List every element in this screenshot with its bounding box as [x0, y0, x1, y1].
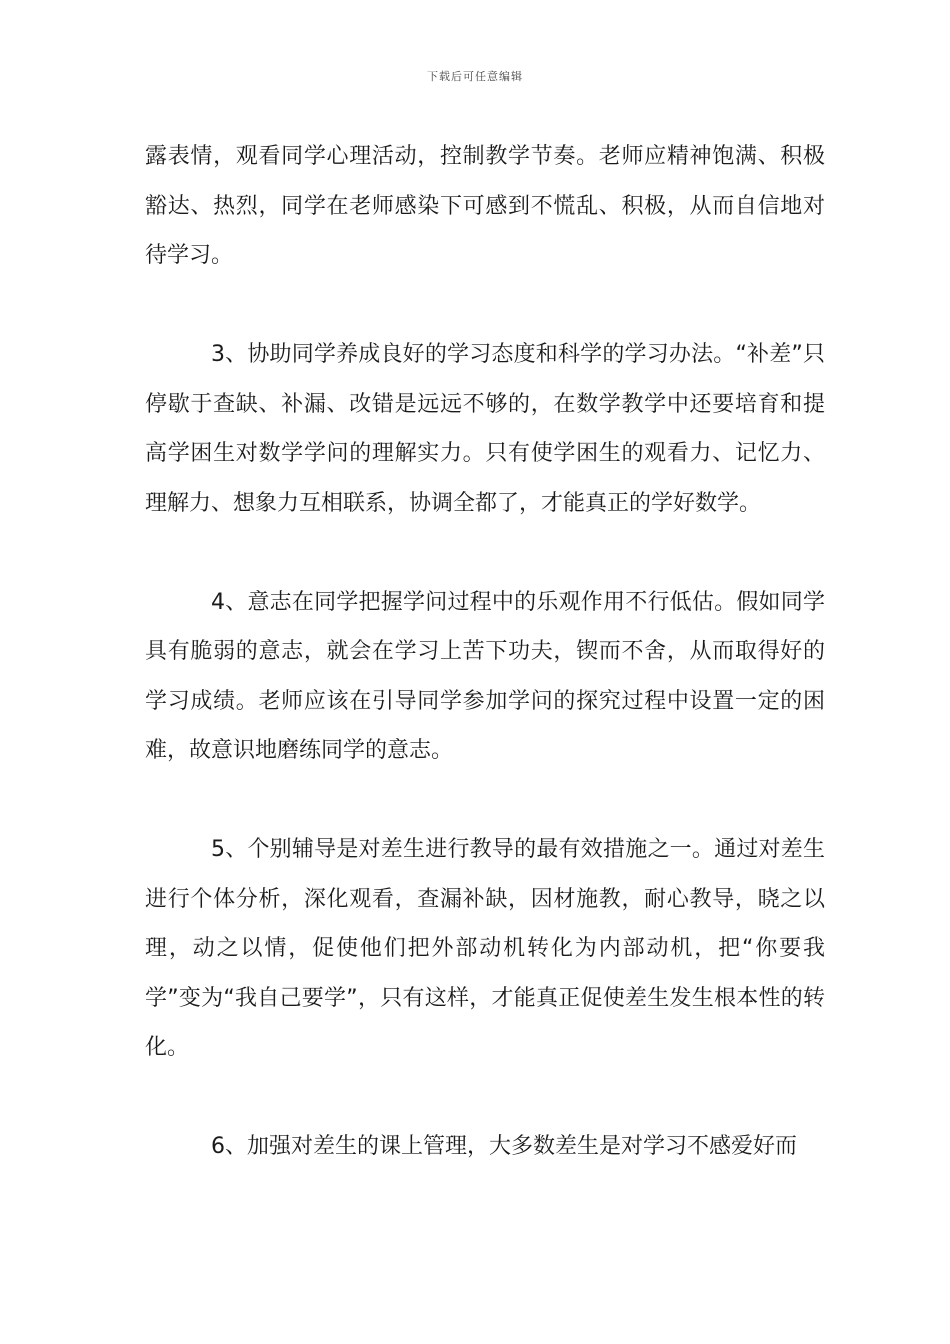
- paragraph-item-4: 4、意志在同学把握学问过程中的乐观作用不行低估。假如同学具有脆弱的意志，就会在学习上苦下功夫，锲而不舍，从而取得好的学习成绩。老师应该在引导同学参加学问的探究过程中设置一定的困难，故意识地磨练同学的意志。: [145, 589, 825, 763]
- paragraph-item-5: 5、个别辅导是对差生进行教导的最有效措施之一。通过对差生进行个体分析，深化观看，查漏补缺，因材施教，耐心教导，晓之以理，动之以情，促使他们把外部动机转化为内部动机，把“你要我学”变为“我自己要学”，只有这样，才能真正促使差生发生根本性的转化。: [145, 837, 825, 1060]
- document-body: [145, 132, 825, 1172]
- header-note: 下载后可任意编辑: [427, 70, 523, 83]
- paragraph-item-3: 3、协助同学养成良好的学习态度和科学的学习办法。“补差”只停歇于查缺、补漏、改错是远远不够的，在数学教学中还要培育和提高学困生对数学学问的理解实力。只有使学困生的观看力、记忆力、理解力、想象力互相联系，协调全都了，才能真正的学好数学。: [145, 342, 825, 516]
- paragraph-continuation: 露表情，观看同学心理活动，控制教学节奏。老师应精神饱满、积极豁达、热烈，同学在老师感染下可感到不慌乱、积极，从而自信地对待学习。: [145, 144, 825, 268]
- paragraph-item-6: 6、加强对差生的课上管理，大多数差生是对学习不感爱好而: [211, 1134, 797, 1159]
